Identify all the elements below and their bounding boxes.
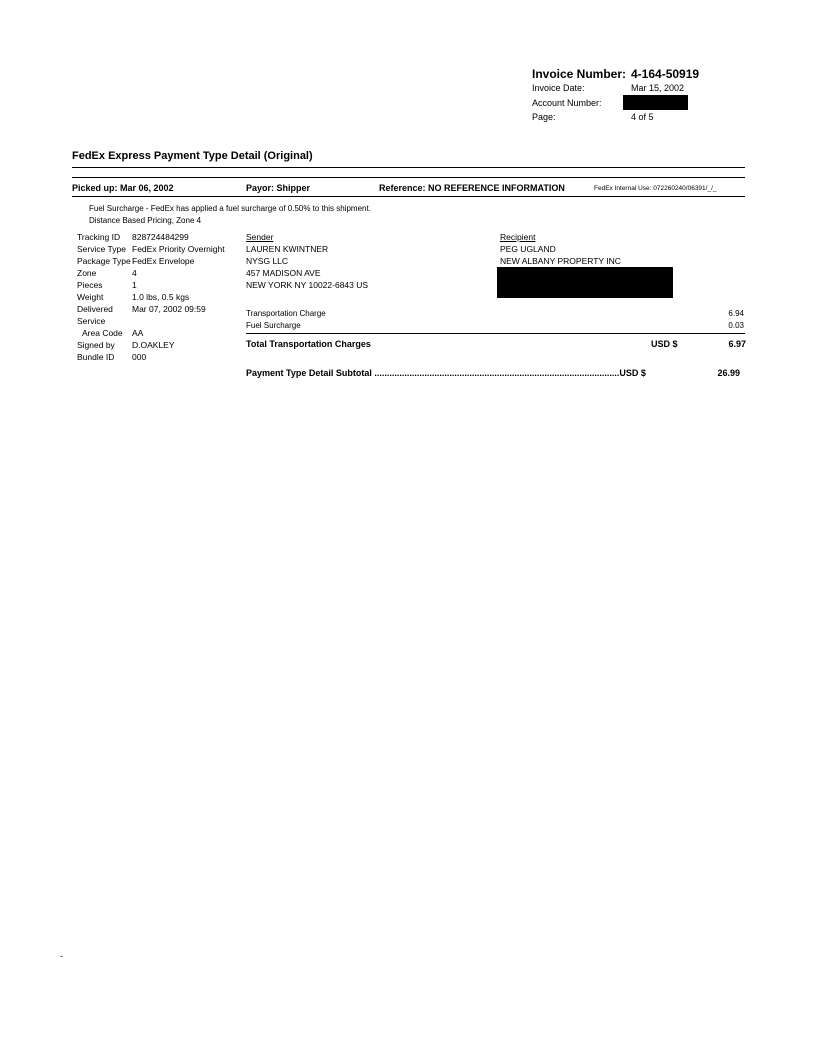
signed-by-label: Signed by: [77, 340, 115, 350]
payor: Payor: Shipper: [246, 183, 311, 193]
recipient-company: NEW ALBANY PROPERTY INC: [500, 256, 621, 266]
zone-label: Zone: [77, 268, 97, 278]
redacted-account-number: [623, 95, 688, 110]
signed-by: D.OAKLEY: [132, 340, 175, 350]
pieces-label: Pieces: [77, 280, 103, 290]
fuel-surcharge-label: Fuel Surcharge: [246, 321, 301, 330]
internal-use: FedEx Internal Use: 072260240/06391/_/_: [594, 185, 717, 192]
package-type-label: Package Type: [77, 256, 131, 266]
note-fuel-surcharge: Fuel Surcharge - FedEx has applied a fuel surcharge of 0.50% to this shipment.: [89, 204, 371, 213]
section-title: FedEx Express Payment Type Detail (Original): [72, 150, 313, 162]
zone: 4: [132, 268, 137, 278]
total-charges-currency: USD $: [651, 339, 678, 349]
tracking-id: 828724484299: [132, 232, 189, 242]
delivered-label: Delivered: [77, 304, 113, 314]
account-number-label: Account Number:: [532, 98, 602, 108]
invoice-number-label: Invoice Number:: [532, 67, 627, 81]
charges-rule: [246, 333, 745, 334]
tracking-id-label: Tracking ID: [77, 232, 121, 242]
pieces: 1: [132, 280, 137, 290]
delivered: Mar 07, 2002 09:59: [132, 304, 206, 314]
service-area-code: AA: [132, 328, 144, 338]
service-type: FedEx Priority Overnight: [132, 244, 225, 254]
sender-name: LAUREN KWINTNER: [246, 244, 329, 254]
invoice-date-label: Invoice Date:: [532, 83, 585, 93]
subtotal-amount: 26.99: [717, 368, 740, 378]
sender-heading: Sender: [246, 232, 274, 242]
service-type-label: Service Type: [77, 244, 126, 254]
note-distance-pricing: Distance Based Pricing, Zone 4: [89, 216, 202, 225]
service-area-label-2: Area Code: [82, 328, 123, 338]
invoice-date: Mar 15, 2002: [631, 83, 685, 93]
footer-mark: -: [60, 951, 63, 961]
invoice-number: 4-164-50919: [631, 67, 700, 81]
subtotal-label: Payment Type Detail Subtotal ..................................................................................................USD $: [246, 368, 646, 378]
recipient-heading: Recipient: [500, 232, 536, 242]
service-area-label-1: Service: [77, 316, 106, 326]
bundle-id-label: Bundle ID: [77, 352, 115, 362]
header-bottom-rule: [72, 196, 745, 197]
weight: 1.0 lbs, 0.5 kgs: [132, 292, 190, 302]
sender-company: NYSG LLC: [246, 256, 289, 266]
top-rule: [72, 167, 745, 168]
recipient-name: PEG UGLAND: [500, 244, 556, 254]
bundle-id: 000: [132, 352, 147, 362]
page-label: Page:: [532, 112, 556, 122]
package-type: FedEx Envelope: [132, 256, 195, 266]
picked-up: Picked up: Mar 06, 2002: [72, 183, 174, 193]
sender-city: NEW YORK NY 10022-6843 US: [246, 280, 369, 290]
transportation-charge-label: Transportation Charge: [246, 309, 326, 318]
total-charges-amount: 6.97: [728, 339, 746, 349]
fuel-surcharge-amount: 0.03: [728, 321, 744, 330]
transportation-charge-amount: 6.94: [728, 309, 744, 318]
total-charges-label: Total Transportation Charges: [246, 339, 371, 349]
sender-street: 457 MADISON AVE: [246, 268, 321, 278]
reference: Reference: NO REFERENCE INFORMATION: [379, 183, 565, 193]
header-top-rule: [72, 177, 745, 178]
weight-label: Weight: [77, 292, 104, 302]
redacted-recipient-address: [497, 267, 673, 298]
page-number: 4 of 5: [631, 112, 654, 122]
